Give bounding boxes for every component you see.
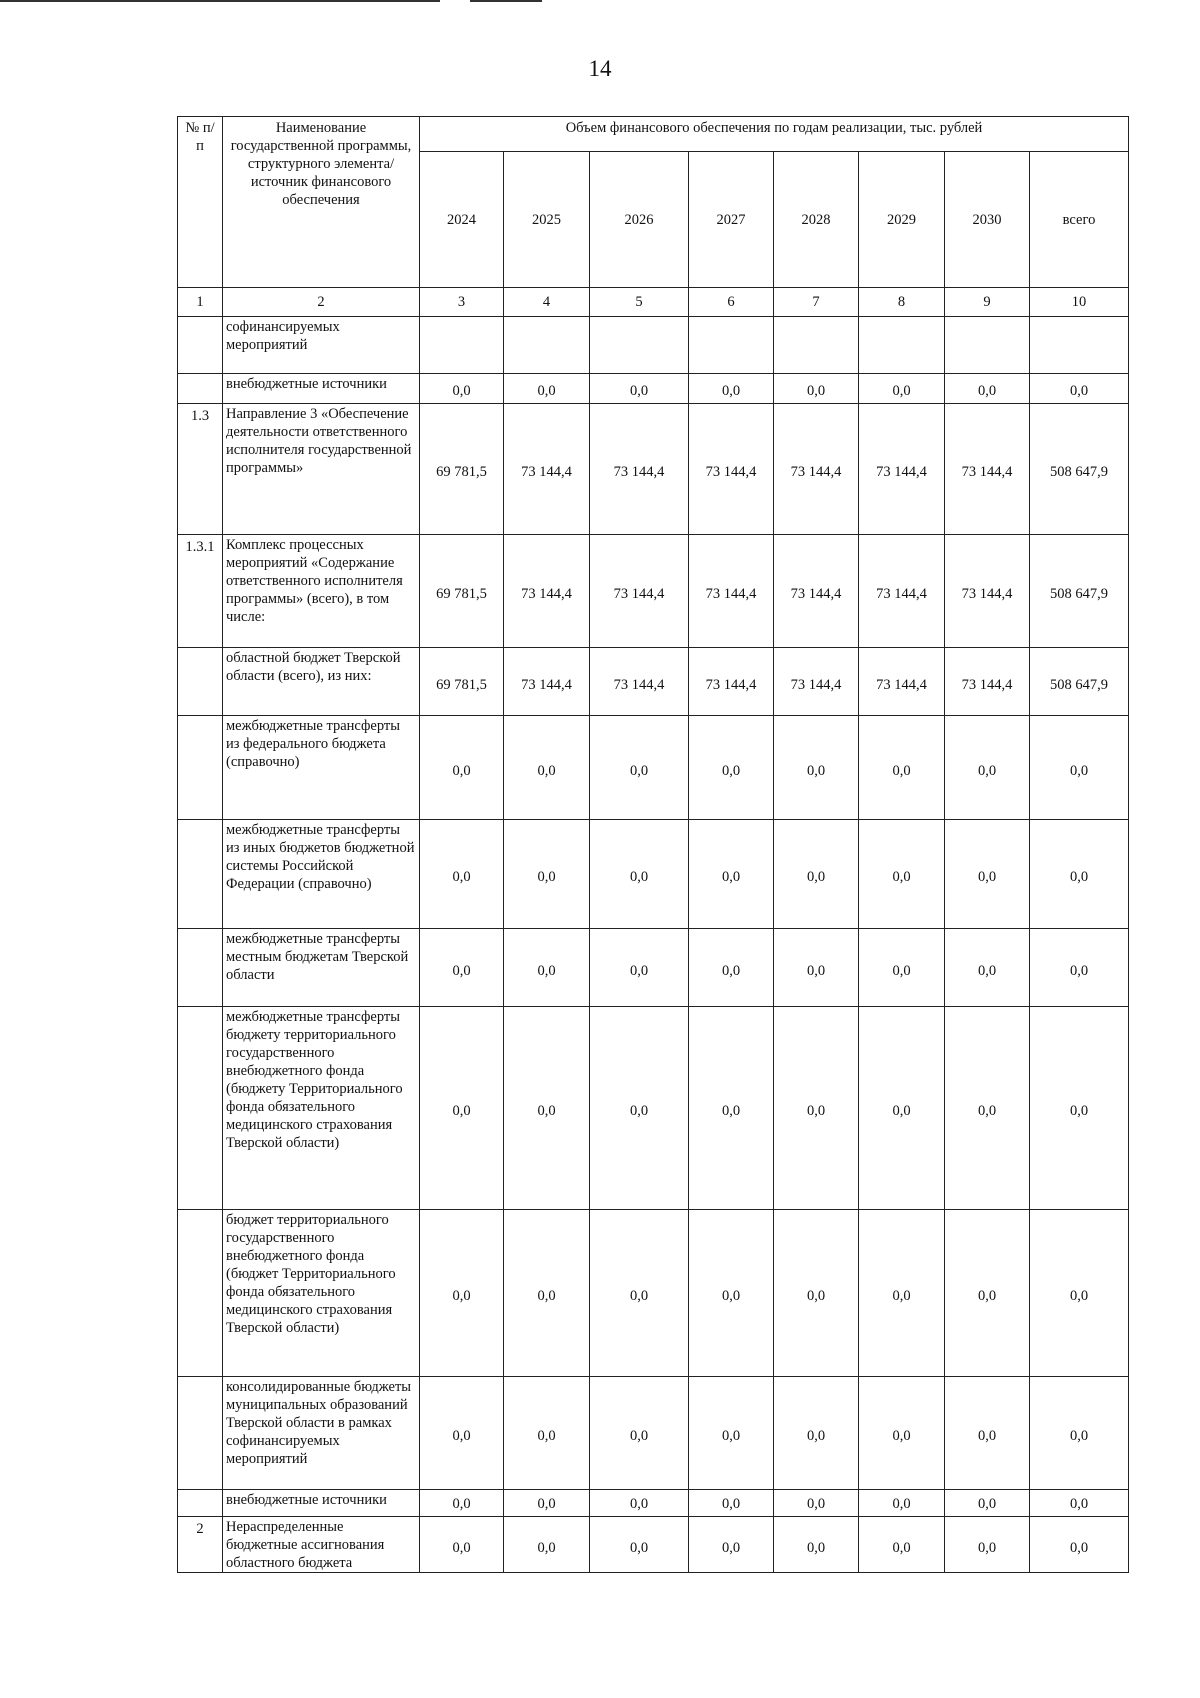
table-row	[178, 648, 1129, 716]
row-value	[504, 317, 590, 374]
row-value: 0,0	[590, 1210, 689, 1377]
column-number-row	[178, 288, 1129, 317]
row-number	[178, 1007, 223, 1210]
row-value: 73 144,4	[945, 404, 1030, 535]
row-total: 0,0	[1030, 1490, 1129, 1517]
row-number	[178, 1490, 223, 1517]
row-total: 508 647,9	[1030, 535, 1129, 648]
scan-edge-mark	[0, 0, 440, 2]
row-total: 0,0	[1030, 374, 1129, 404]
row-value	[689, 317, 774, 374]
table-row	[178, 404, 1129, 535]
table-row	[178, 929, 1129, 1007]
row-name: внебюджетные источники	[223, 374, 420, 404]
row-value: 73 144,4	[590, 404, 689, 535]
row-number	[178, 1210, 223, 1377]
row-total: 0,0	[1030, 1517, 1129, 1573]
row-value: 0,0	[689, 1210, 774, 1377]
row-value: 73 144,4	[859, 648, 945, 716]
row-value: 0,0	[859, 1007, 945, 1210]
row-value: 0,0	[859, 1490, 945, 1517]
row-number	[178, 374, 223, 404]
header-year: 2029	[859, 152, 945, 288]
row-value: 73 144,4	[689, 404, 774, 535]
row-value: 69 781,5	[420, 648, 504, 716]
row-value: 73 144,4	[859, 535, 945, 648]
row-value: 0,0	[945, 374, 1030, 404]
row-value: 0,0	[504, 1210, 590, 1377]
row-value: 0,0	[590, 1490, 689, 1517]
column-number: 6	[689, 288, 774, 317]
row-name: бюджет территориального государственного внебюджетного фонда (бюджет Территориального фонда обязательного медицинского страхования Тверской области)	[223, 1210, 420, 1377]
row-total: 0,0	[1030, 820, 1129, 929]
row-name: софинансируемых мероприятий	[223, 317, 420, 374]
row-value: 0,0	[859, 929, 945, 1007]
page-number: 14	[588, 56, 612, 81]
row-value: 0,0	[590, 1007, 689, 1210]
header-year: 2026	[590, 152, 689, 288]
column-number: 1	[178, 288, 223, 317]
row-value: 69 781,5	[420, 404, 504, 535]
row-total	[1030, 317, 1129, 374]
table-row	[178, 1377, 1129, 1490]
row-total: 508 647,9	[1030, 404, 1129, 535]
header-year: 2024	[420, 152, 504, 288]
row-value: 0,0	[945, 820, 1030, 929]
row-value: 0,0	[504, 1377, 590, 1490]
row-value: 0,0	[689, 716, 774, 820]
row-value: 0,0	[420, 1377, 504, 1490]
row-value: 0,0	[859, 716, 945, 820]
header-year: 2030	[945, 152, 1030, 288]
row-value: 0,0	[590, 929, 689, 1007]
row-name: межбюджетные трансферты местным бюджетам Тверской области	[223, 929, 420, 1007]
row-value: 0,0	[504, 1517, 590, 1573]
row-name: межбюджетные трансферты из федерального бюджета (справочно)	[223, 716, 420, 820]
table-row	[178, 374, 1129, 404]
row-value: 0,0	[859, 1517, 945, 1573]
header-name: Наименование государственной программы, структурного элемента/источник финансового обеспечения	[223, 117, 420, 288]
row-value: 0,0	[859, 1210, 945, 1377]
table-row	[178, 535, 1129, 648]
row-value: 73 144,4	[774, 404, 859, 535]
row-value: 73 144,4	[774, 648, 859, 716]
row-value: 0,0	[774, 929, 859, 1007]
row-total: 0,0	[1030, 929, 1129, 1007]
row-total: 508 647,9	[1030, 648, 1129, 716]
row-value	[859, 317, 945, 374]
header-row	[178, 117, 1129, 152]
header-num: № п/п	[178, 117, 223, 288]
row-number	[178, 317, 223, 374]
row-value: 0,0	[945, 716, 1030, 820]
row-value: 0,0	[590, 716, 689, 820]
row-value: 73 144,4	[945, 648, 1030, 716]
table-row	[178, 820, 1129, 929]
row-value: 0,0	[420, 1517, 504, 1573]
row-number	[178, 820, 223, 929]
row-value: 0,0	[504, 1490, 590, 1517]
financing-table	[177, 116, 1129, 1573]
header-year: 2025	[504, 152, 590, 288]
table-row	[178, 1210, 1129, 1377]
table-row	[178, 317, 1129, 374]
row-number	[178, 1377, 223, 1490]
row-name: консолидированные бюджеты муниципальных образований Тверской области в рамках софинансируемых мероприятий	[223, 1377, 420, 1490]
row-value: 0,0	[774, 1210, 859, 1377]
row-value: 0,0	[504, 716, 590, 820]
row-name: областной бюджет Тверской области (всего), из них:	[223, 648, 420, 716]
row-value: 73 144,4	[504, 535, 590, 648]
column-number: 9	[945, 288, 1030, 317]
row-value: 0,0	[774, 1490, 859, 1517]
table-row	[178, 716, 1129, 820]
row-value: 0,0	[945, 929, 1030, 1007]
row-value: 0,0	[689, 1490, 774, 1517]
row-value: 0,0	[945, 1210, 1030, 1377]
row-value: 0,0	[420, 1007, 504, 1210]
row-value: 0,0	[689, 929, 774, 1007]
column-number: 8	[859, 288, 945, 317]
row-value: 0,0	[945, 1490, 1030, 1517]
row-total: 0,0	[1030, 1210, 1129, 1377]
row-value: 0,0	[774, 1517, 859, 1573]
row-name: Направление 3 «Обеспечение деятельности ответственного исполнителя государственной программы»	[223, 404, 420, 535]
row-total: 0,0	[1030, 1007, 1129, 1210]
row-value: 73 144,4	[859, 404, 945, 535]
row-value: 0,0	[590, 820, 689, 929]
row-value: 0,0	[859, 374, 945, 404]
row-value: 0,0	[504, 820, 590, 929]
header-year: 2028	[774, 152, 859, 288]
row-value: 0,0	[420, 1490, 504, 1517]
column-number: 7	[774, 288, 859, 317]
row-value: 0,0	[420, 716, 504, 820]
table-row	[178, 1517, 1129, 1573]
row-value: 0,0	[859, 1377, 945, 1490]
row-value: 0,0	[504, 374, 590, 404]
column-number: 2	[223, 288, 420, 317]
header-group: Объем финансового обеспечения по годам реализации, тыс. рублей	[420, 117, 1129, 152]
row-name: Комплекс процессных мероприятий «Содержание ответственного исполнителя программы» (всего), в том числе:	[223, 535, 420, 648]
row-number	[178, 648, 223, 716]
row-value: 0,0	[420, 820, 504, 929]
row-value: 0,0	[420, 374, 504, 404]
row-total: 0,0	[1030, 716, 1129, 820]
row-value	[420, 317, 504, 374]
row-value: 0,0	[774, 716, 859, 820]
table-row	[178, 1007, 1129, 1210]
row-value: 0,0	[590, 1377, 689, 1490]
column-number: 10	[1030, 288, 1129, 317]
row-value: 73 144,4	[774, 535, 859, 648]
row-value: 0,0	[689, 1517, 774, 1573]
row-value: 73 144,4	[504, 648, 590, 716]
row-value: 73 144,4	[504, 404, 590, 535]
column-number: 5	[590, 288, 689, 317]
row-value: 73 144,4	[590, 535, 689, 648]
row-value: 0,0	[504, 929, 590, 1007]
row-value: 0,0	[504, 1007, 590, 1210]
row-name: межбюджетные трансферты из иных бюджетов бюджетной системы Российской Федерации (справочно)	[223, 820, 420, 929]
row-value: 0,0	[420, 1210, 504, 1377]
row-number	[178, 716, 223, 820]
row-number: 1.3.1	[178, 535, 223, 648]
row-value: 0,0	[945, 1007, 1030, 1210]
row-value: 0,0	[774, 1007, 859, 1210]
row-value: 0,0	[945, 1517, 1030, 1573]
row-value: 0,0	[689, 820, 774, 929]
row-value: 0,0	[945, 1377, 1030, 1490]
row-value	[774, 317, 859, 374]
row-name: внебюджетные источники	[223, 1490, 420, 1517]
column-number: 3	[420, 288, 504, 317]
row-value: 73 144,4	[689, 535, 774, 648]
scan-edge-mark	[470, 0, 542, 2]
row-value: 0,0	[420, 929, 504, 1007]
row-number: 1.3	[178, 404, 223, 535]
row-value: 73 144,4	[689, 648, 774, 716]
row-value	[945, 317, 1030, 374]
row-value: 0,0	[590, 374, 689, 404]
table-row	[178, 1490, 1129, 1517]
row-value: 0,0	[689, 374, 774, 404]
row-value: 69 781,5	[420, 535, 504, 648]
row-name: Нераспределенные бюджетные ассигнования областного бюджета	[223, 1517, 420, 1573]
row-value: 0,0	[774, 820, 859, 929]
row-value: 0,0	[859, 820, 945, 929]
header-year-total: всего	[1030, 152, 1129, 288]
row-value: 73 144,4	[590, 648, 689, 716]
row-value: 73 144,4	[945, 535, 1030, 648]
row-value: 0,0	[590, 1517, 689, 1573]
column-number: 4	[504, 288, 590, 317]
row-value: 0,0	[689, 1007, 774, 1210]
row-number: 2	[178, 1517, 223, 1573]
row-value: 0,0	[689, 1377, 774, 1490]
row-value	[590, 317, 689, 374]
row-value: 0,0	[774, 1377, 859, 1490]
row-number	[178, 929, 223, 1007]
row-name: межбюджетные трансферты бюджету территориального государственного внебюджетного фонда (бюджету Территориального фонда обязательного медицинского страхования Тверской области)	[223, 1007, 420, 1210]
row-value: 0,0	[774, 374, 859, 404]
header-year: 2027	[689, 152, 774, 288]
row-total: 0,0	[1030, 1377, 1129, 1490]
